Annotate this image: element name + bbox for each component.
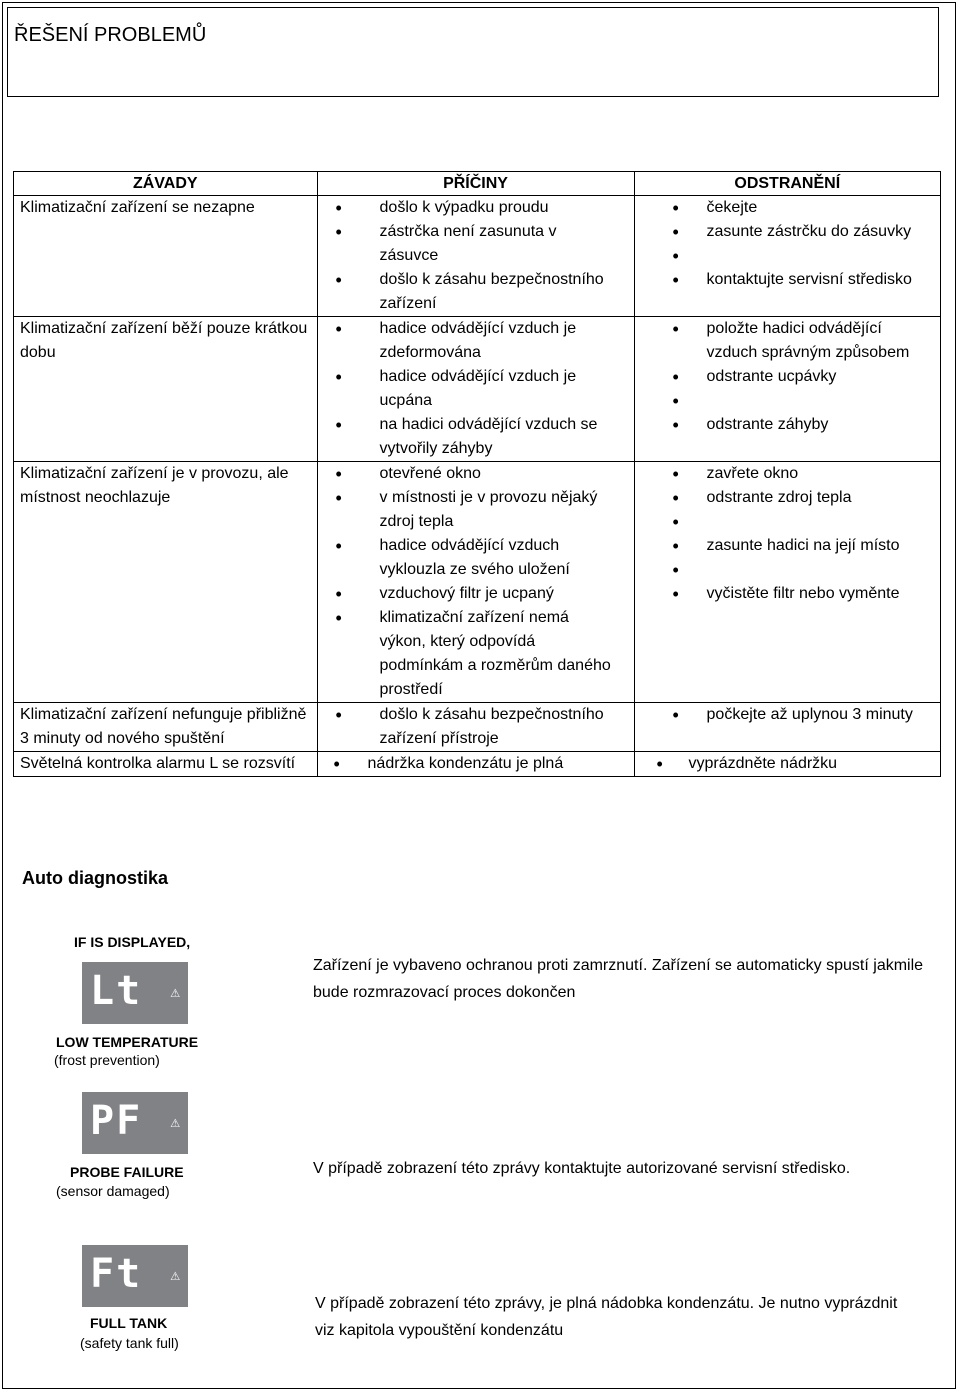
- code-subcaption: (sensor damaged): [56, 1183, 170, 1199]
- causes-cell: [317, 703, 634, 752]
- code-subcaption: (safety tank full): [80, 1335, 179, 1351]
- fault-cell: Klimatizační zařízení nefunguje přibližně 3 minuty od nového spuštění: [14, 703, 318, 752]
- fixes-cell: [634, 462, 940, 703]
- fix-item: • vyčistěte filtr nebo vyměnte: [641, 582, 934, 606]
- cause-item: • došlo k zásahu bezpečnostního zařízení: [324, 268, 612, 316]
- spacer: [641, 389, 934, 413]
- code-caption: LOW TEMPERATURE: [56, 1034, 199, 1050]
- cause-item: • hadice odvádějící vzduch vyklouzla ze svého uložení: [324, 534, 612, 582]
- diag-text: Zařízení je vybaveno ochranou proti zamrznutí. Zařízení se automaticky spustí jakmile bude rozmrazovací proces dokončen: [313, 957, 924, 1001]
- causes-cell: [317, 196, 634, 317]
- cause-item: • hadice odvádějící vzduch je ucpána: [324, 365, 612, 413]
- table-row: [14, 752, 941, 777]
- warning-icon: ⚠: [170, 982, 180, 1001]
- lcd-code: PF: [90, 1098, 143, 1144]
- fix-item: • čekejte: [641, 196, 934, 220]
- fix-item: • odstrante záhyby: [641, 413, 934, 437]
- causes-cell: [317, 317, 634, 462]
- causes-cell: [317, 462, 634, 703]
- fault-cell: Klimatizační zařízení je v provozu, ale místnost neochlazuje: [14, 462, 318, 703]
- fix-item: • kontaktujte servisní středisko: [641, 268, 934, 292]
- fix-item: • počkejte až uplynou 3 minuty: [641, 703, 934, 727]
- cause-item: • hadice odvádějící vzduch je zdeformována: [324, 317, 612, 365]
- table-header-row: [14, 172, 941, 196]
- table-row: [14, 462, 941, 703]
- fix-item: • položte hadici odvádějící vzduch správným způsobem: [641, 317, 934, 365]
- cause-item: • klimatizační zařízení nemá výkon, který odpovídá podmínkám a rozměrům daného prostředí: [324, 606, 612, 702]
- cause-item: • otevřené okno: [324, 462, 612, 486]
- fixes-cell: [634, 196, 940, 317]
- fix-item: • vyprázdněte nádržku: [641, 752, 934, 776]
- fix-item: • zasunte hadici na její místo: [641, 534, 934, 558]
- cause-item: • zástrčka není zasunuta v zásuvce: [324, 220, 612, 268]
- diag-text: V případě zobrazení této zprávy, je plná nádobka kondenzátu. Je nutno vyprázdnit viz kapitola vypouštění kondenzátu: [315, 1295, 898, 1339]
- lcd-code: Lt: [90, 968, 143, 1014]
- fix-item: • odstrante ucpávky: [641, 365, 934, 389]
- table-row: [14, 703, 941, 752]
- spacer: [641, 244, 934, 268]
- code-caption: PROBE FAILURE: [70, 1164, 184, 1180]
- header-faults: ZÁVADY: [14, 172, 318, 196]
- header-fixes: ODSTRANĚNÍ: [634, 172, 940, 196]
- display-header: IF IS DISPLAYED,: [74, 934, 191, 950]
- troubleshooting-table: [13, 171, 941, 777]
- table-row: [14, 196, 941, 317]
- cause-item: • na hadici odvádějící vzduch se vytvořily záhyby: [324, 413, 612, 461]
- fault-cell: Světelná kontrolka alarmu L se rozsvítí: [14, 752, 318, 777]
- diag-text: V případě zobrazení této zprávy kontaktujte autorizované servisní středisko.: [313, 1160, 851, 1177]
- fault-cell: Klimatizační zařízení se nezapne: [14, 196, 318, 317]
- warning-icon: ⚠: [170, 1112, 180, 1131]
- fixes-cell: [634, 703, 940, 752]
- fix-item: • zasunte zástrčku do zásuvky: [641, 220, 934, 244]
- fixes-cell: [634, 752, 940, 777]
- lcd-code: Ft: [90, 1251, 143, 1297]
- cause-item: • v místnosti je v provozu nějaký zdroj tepla: [324, 486, 612, 534]
- spacer: [641, 510, 934, 534]
- warning-icon: ⚠: [170, 1265, 180, 1284]
- title-box: [7, 7, 939, 97]
- auto-diagnostics-heading: Auto diagnostika: [22, 868, 169, 888]
- lcd-display-pf: [82, 1092, 188, 1154]
- lcd-display-ft: [82, 1245, 188, 1307]
- header-causes: PŘÍČINY: [317, 172, 634, 196]
- cause-item: • došlo k zásahu bezpečnostního zařízení přístroje: [324, 703, 612, 751]
- cause-item: • došlo k výpadku proudu: [324, 196, 612, 220]
- spacer: [641, 558, 934, 582]
- fix-item: • odstrante zdroj tepla: [641, 486, 934, 510]
- page-title: ŘEŠENÍ PROBLEMŮ: [14, 24, 207, 46]
- fix-item: • zavřete okno: [641, 462, 934, 486]
- cause-item: • nádržka kondenzátu je plná: [324, 752, 628, 776]
- table-row: [14, 317, 941, 462]
- causes-cell: [317, 752, 634, 777]
- lcd-display-lt: [82, 962, 188, 1024]
- cause-item: • vzduchový filtr je ucpaný: [324, 582, 612, 606]
- code-subcaption: (frost prevention): [54, 1052, 160, 1068]
- code-caption: FULL TANK: [90, 1315, 168, 1331]
- fixes-cell: [634, 317, 940, 462]
- fault-cell: Klimatizační zařízení běží pouze krátkou dobu: [14, 317, 318, 462]
